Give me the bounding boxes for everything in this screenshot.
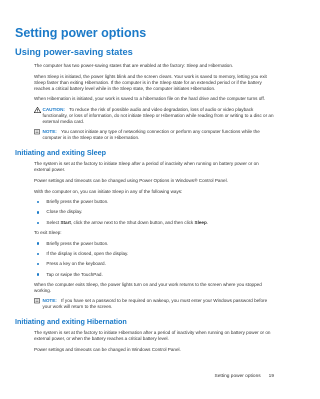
- paragraph: The system is set at the factory to initiate Hibernation after a period of inactivity when running on battery power or on external power, or when the battery reaches a critical battery level.: [34, 330, 271, 342]
- note-icon: [34, 298, 41, 304]
- bullet-icon: [37, 201, 39, 203]
- caution-text: To reduce the risk of possible audio and video degradation, loss of audio or video playback functionality, or loss of information, do not initiate Sleep or Hibernation while reading from or writing to a disc or an external media card.: [42, 106, 274, 124]
- list-item-text: Close the display.: [46, 209, 83, 215]
- list-item: [34, 209, 276, 215]
- section-heading-hibernation: Initiating and exiting Hibernation: [15, 317, 127, 327]
- list-item-text: Press a key on the keyboard.: [46, 261, 106, 267]
- list-item: [34, 220, 276, 226]
- bullet-icon: [37, 273, 39, 275]
- start-label: Start: [60, 219, 71, 225]
- paragraph: Power settings and timeouts can be changed in Windows Control Panel.: [34, 347, 181, 353]
- paragraph: The computer has two power-saving states that are enabled at the factory: Sleep and Hibernation.: [34, 63, 234, 68]
- section-heading-power-saving: Using power-saving states: [15, 47, 133, 57]
- paragraph: When Sleep is initiated, the power lights blink and the screen clears. Your work is saved to memory, letting you exit Sleep faster than exiting Hibernation. If the computer is in the Sleep state for an extended period or if the battery reaches a critical battery level while in the Sleep state, the computer initiates Hibernation.: [34, 73, 267, 91]
- list-item-text: Briefly press the power button.: [46, 240, 109, 246]
- list-item: [34, 272, 276, 278]
- bullet-icon: [37, 211, 39, 213]
- text-fragment: Select: [46, 219, 61, 225]
- paragraph: When Hibernation is initiated, your work is saved to a hibernation file on the hard drive and the computer turns off.: [34, 96, 266, 102]
- note-box: [34, 129, 276, 141]
- caution-label: CAUTION:: [42, 106, 65, 112]
- bullet-icon: [37, 242, 39, 244]
- paragraph: The system is set at the factory to initiate Sleep after a period of inactivity when running on battery power or on external power.: [34, 161, 259, 173]
- bullet-icon: [37, 222, 39, 224]
- paragraph: Power settings and timeouts can be changed using Power Options in Windows® Control Panel.: [34, 177, 228, 183]
- bullet-icon: [37, 253, 39, 255]
- bullet-icon: [37, 263, 39, 265]
- footer-label: Setting power options: [214, 374, 261, 379]
- section-heading-sleep: Initiating and exiting Sleep: [15, 148, 107, 158]
- page-title: Setting power options: [15, 26, 147, 40]
- list-item: [34, 261, 276, 267]
- page-number: 19: [268, 374, 274, 379]
- exit-sleep-list: [34, 241, 276, 278]
- list-item-text: Briefly press the power button.: [46, 199, 109, 205]
- note-box: [34, 298, 276, 310]
- note-text: You cannot initiate any type of networking connection or perform any computer functions while the computer is in the Sleep state or in Hibernation.: [42, 129, 260, 141]
- list-item: [34, 241, 276, 247]
- note-label: NOTE:: [42, 298, 57, 304]
- note-label: NOTE:: [42, 129, 57, 135]
- caution-box: [34, 107, 276, 125]
- note-text: If you have set a password to be required on wakeup, you must enter your Windows password before your work will return to the screen.: [42, 298, 268, 310]
- note-icon: [34, 129, 41, 135]
- initiate-sleep-list: [34, 199, 276, 226]
- list-item-text: Tap or swipe the TouchPad.: [46, 271, 103, 277]
- paragraph: When the computer exits Sleep, the power lights turn on and your work returns to the screen where you stopped working.: [34, 281, 262, 293]
- text-fragment: .: [206, 219, 209, 225]
- paragraph: With the computer on, you can initiate Sleep in any of the following ways:: [34, 188, 183, 194]
- list-item: [34, 251, 276, 257]
- paragraph: To exit Sleep:: [34, 230, 62, 236]
- warning-icon: [34, 107, 41, 113]
- sleep-label: Sleep: [194, 219, 207, 225]
- list-item-text: If the display is closed, open the display.: [46, 250, 129, 256]
- text-fragment: , click the arrow next to the Shut down button, and then click: [70, 219, 195, 225]
- page-footer: [215, 374, 274, 379]
- list-item: [34, 199, 276, 205]
- list-item-text: [46, 220, 208, 226]
